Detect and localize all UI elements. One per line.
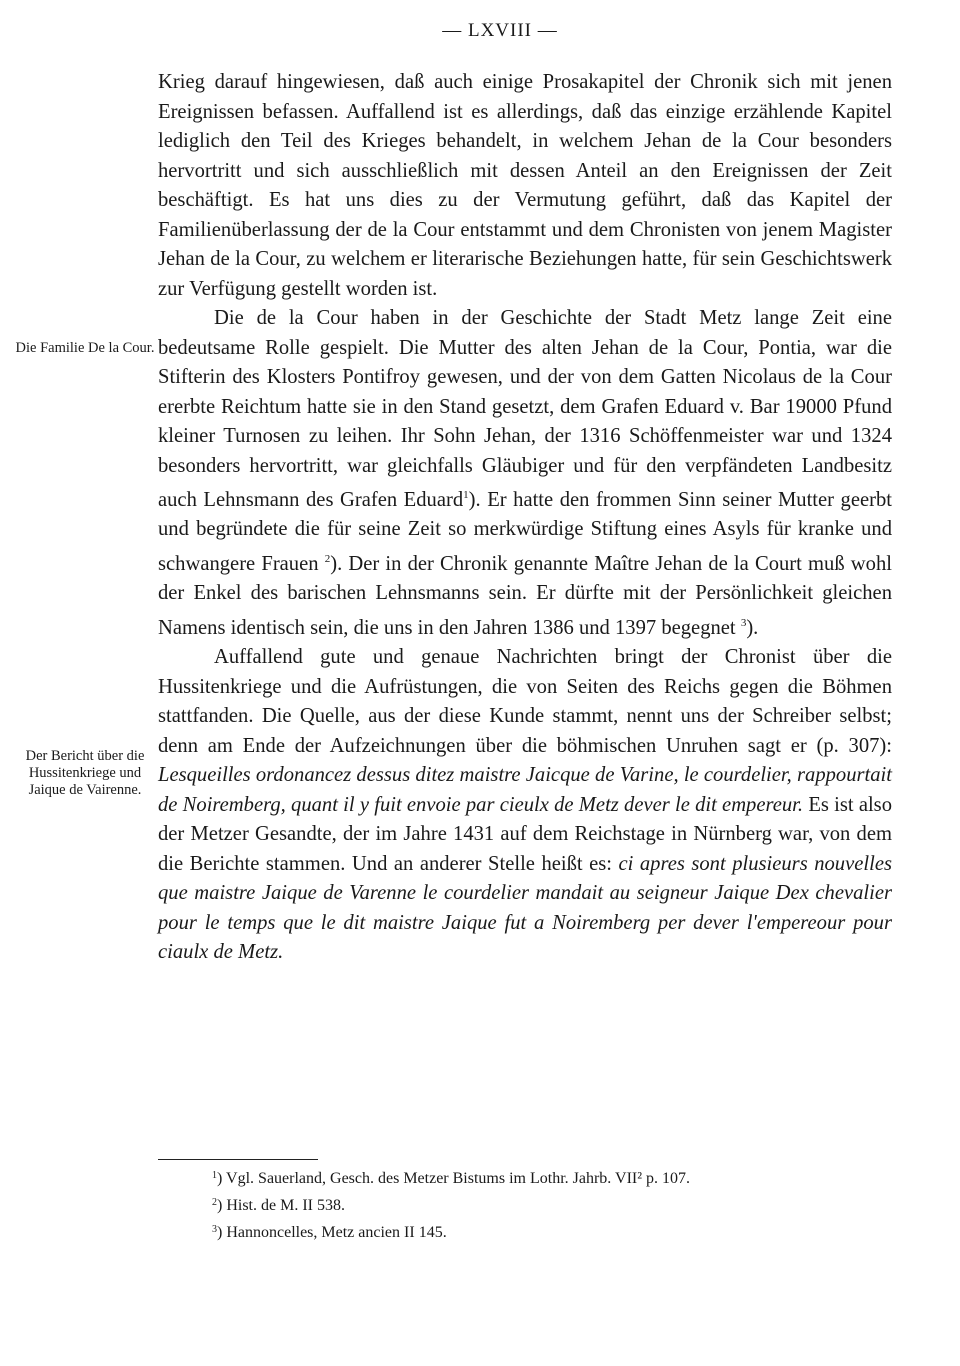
quote-ci-apres: ci apres sont plusieurs nouvelles que maistre Jaique de Varenne le courdelier mandait au seigneur Jaique Dex chevalier pour le temps que le dit maistre Jaique fut a Noiremberg per dever l'empereour pour ciaulx de Metz.	[158, 852, 892, 964]
main-text	[158, 68, 892, 968]
paragraph-2-part-a: Die de la Cour haben in der Geschichte der Stadt Metz lange Zeit eine bedeutsame Rolle gespielt. Die Mutter des alten Jehan de la Cour, Pontia, war die Stifterin des Klosters Pontifroy gewesen, und der von dem Gatten Nicolaus de la Cour ererbte Reichtum hatte sie in den Stand gesetzt, dem Grafen Eduard v. Bar 19000 Pfund kleiner Turnosen zu leihen. Ihr Sohn Jehan, der 1316 Schöffenmeister war und 1324 besonders hervortritt, war gleichfalls Gläubiger und für den verpfändeten Landbesitz auch Lehnsmann des Grafen Eduard	[158, 307, 892, 511]
margin-note-hussite-report: Der Bericht über die Hussitenkriege und Jaique de Vairenne.	[25, 748, 145, 798]
paragraph-2-part-b: ). Er hatte den frommen Sinn seiner Mutter geerbt und begründete die für seine Zeit so merkwürdige Stiftung eines Asyls für kranke und schwangere Frauen	[158, 488, 892, 575]
footnote-2	[212, 1191, 892, 1218]
footnote-text: ) Hist. de M. II 538.	[217, 1197, 345, 1214]
footnote-text: ) Hannoncelles, Metz ancien II 145.	[217, 1224, 447, 1241]
footnote-1	[212, 1164, 892, 1191]
page-number-header: — LXVIII —	[442, 20, 558, 41]
paragraph-1: Krieg darauf hingewiesen, daß auch einige Prosakapitel der Chronik sich mit jenen Ereignissen befassen. Auffallend ist es allerdings, daß das einzige erzählende Kapitel lediglich den Teil des Krieges behandelt, in welchem Jehan de la Cour besonders hervortritt und sich ausschließlich mit dessen Anteil an den Ereignissen der Zeit beschäftigt. Es hat uns dies zu der Vermutung geführt, daß das Kapitel der Familienüberlassung der de la Cour entstammt und dem Chronisten von jenem Magister Jehan de la Cour, zu welchem er literarische Beziehungen hatte, für sein Geschichtswerk zur Verfügung gestellt worden ist.	[158, 71, 892, 300]
footnote-mark: 3	[212, 1224, 217, 1235]
footnote-text: ) Vgl. Sauerland, Gesch. des Metzer Bistums im Lothr. Jahrb. VII² p. 107.	[217, 1170, 691, 1187]
footnote-separator	[158, 1159, 318, 1160]
footnote-3	[212, 1218, 892, 1245]
footnote-ref-3: 3	[740, 616, 747, 629]
paragraph-2-part-d: ).	[746, 616, 759, 639]
paragraph-3-part-b: Es ist also der Metzer Gesandte, der im Jahre 1431 auf dem Reichstage in Nürnberg war, von dem die Berichte stammen. Und an anderer Stelle heißt es:	[158, 793, 892, 875]
paragraph-3	[158, 643, 892, 968]
footnote-mark: 2	[212, 1197, 217, 1208]
footnote-mark: 1	[212, 1170, 217, 1181]
footnote-ref-1: 1	[463, 489, 469, 501]
quote-lesqueilles: Lesqueilles ordonancez dessus ditez maistre Jaicque de Varine, le courdelier, rappourtait de Noiremberg, quant il y fuit envoie par cieulx de Metz dever le dit empereur.	[158, 764, 892, 816]
paragraph-3-part-a: Auffallend gute und genaue Nachrichten bringt der Chronist über die Hussitenkriege und die Aufrüstungen, die von Seiten des Reichs gegen die Böhmen stattfanden. Die Quelle, aus der diese Kunde stammt, nennt uns der Schreiber selbst; denn am Ende der Aufzeichnungen über die böhmischen Unruhen sagt er (p. 307):	[158, 646, 892, 757]
paragraph-2	[158, 304, 892, 643]
footnotes	[212, 1164, 892, 1245]
footnote-ref-2: 2	[324, 552, 331, 565]
paragraph-2-part-c: ). Der in der Chronik genannte Maître Jehan de la Court muß wohl der Enkel des barischen Lehnsmanns sein. Er dürfte mit der Persönlichkeit gleichen Namens identisch sein, die uns in den Jahren 1386 und 1397 begegnet	[158, 552, 892, 639]
margin-note-family: Die Familie De la Cour.	[15, 340, 155, 356]
